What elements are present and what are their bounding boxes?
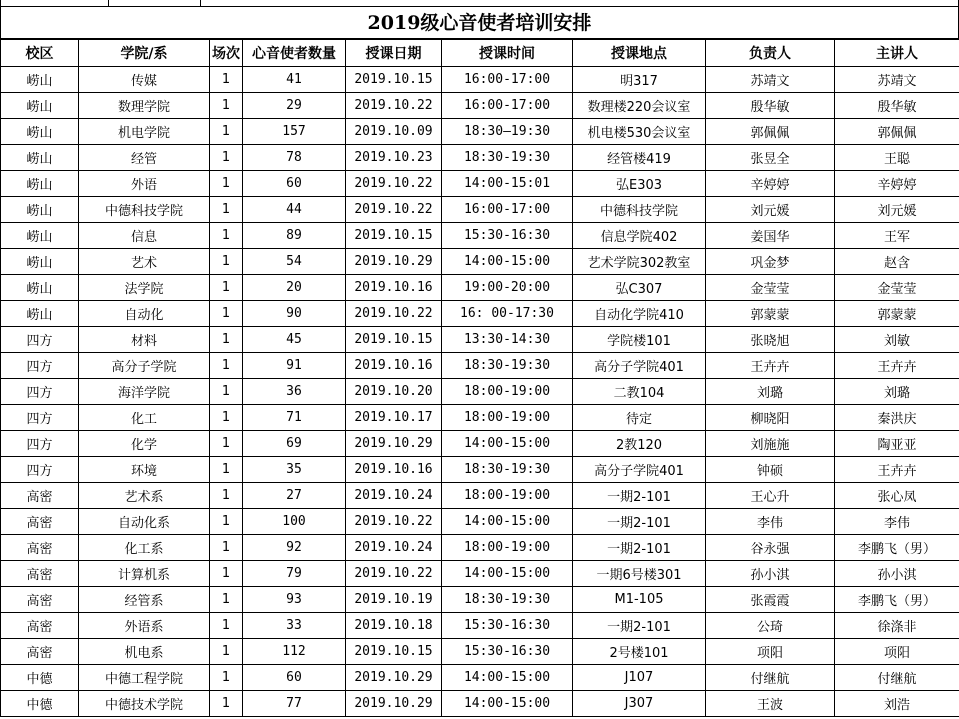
header-row xyxy=(1,40,959,67)
cell-sessions[interactable]: 1 xyxy=(210,327,243,353)
table-row xyxy=(1,535,959,561)
cell-sessions[interactable]: 1 xyxy=(210,405,243,431)
cell-lecturer[interactable]: 秦洪庆 xyxy=(835,405,959,431)
cell-location[interactable]: 弘E303 xyxy=(573,171,706,197)
cell-sessions[interactable]: 1 xyxy=(210,509,243,535)
cell-ambassador-count[interactable]: 60 xyxy=(243,665,346,691)
cell-lecturer[interactable]: 李鹏飞（男） xyxy=(835,587,959,613)
cell-college[interactable]: 材料 xyxy=(79,327,210,353)
cell-coordinator[interactable]: 殷华敏 xyxy=(706,93,835,119)
cell-location[interactable]: 数理楼220会议室 xyxy=(573,93,706,119)
cell-time[interactable]: 15:30-16:30 xyxy=(442,613,573,639)
cell-coordinator[interactable]: 钟硕 xyxy=(706,457,835,483)
cell-coordinator[interactable]: 姜国华 xyxy=(706,223,835,249)
cell-campus[interactable]: 崂山 xyxy=(1,171,79,197)
table-row xyxy=(1,197,959,223)
header-campus: 校区 xyxy=(1,40,79,67)
header-time: 授课时间 xyxy=(442,40,573,67)
cell-college[interactable]: 法学院 xyxy=(79,275,210,301)
table-row xyxy=(1,665,959,691)
cell-college[interactable]: 艺术系 xyxy=(79,483,210,509)
cell-coordinator[interactable]: 王波 xyxy=(706,691,835,717)
cell-ambassador-count[interactable]: 33 xyxy=(243,613,346,639)
cell-date[interactable]: 2019.10.19 xyxy=(346,587,442,613)
cell-date[interactable]: 2019.10.23 xyxy=(346,145,442,171)
cell-location[interactable]: 待定 xyxy=(573,405,706,431)
cell-lecturer[interactable]: 殷华敏 xyxy=(835,93,959,119)
cell-time[interactable]: 18:30-19:30 xyxy=(442,587,573,613)
cell-ambassador-count[interactable]: 20 xyxy=(243,275,346,301)
cell-college[interactable]: 中德技术学院 xyxy=(79,691,210,717)
cell-coordinator[interactable]: 付继航 xyxy=(706,665,835,691)
cell-date[interactable]: 2019.10.29 xyxy=(346,691,442,717)
cell-date[interactable]: 2019.10.24 xyxy=(346,535,442,561)
cell-ambassador-count[interactable]: 36 xyxy=(243,379,346,405)
cell-sessions[interactable]: 1 xyxy=(210,379,243,405)
cell-coordinator[interactable]: 辛婷婷 xyxy=(706,171,835,197)
cell-lecturer[interactable]: 李鹏飞（男） xyxy=(835,535,959,561)
cell-lecturer[interactable]: 苏靖文 xyxy=(835,67,959,93)
cell-coordinator[interactable]: 张昱全 xyxy=(706,145,835,171)
cell-coordinator[interactable]: 巩金梦 xyxy=(706,249,835,275)
cell-time[interactable]: 15:30-16:30 xyxy=(442,223,573,249)
cell-lecturer[interactable]: 刘元媛 xyxy=(835,197,959,223)
cell-campus[interactable]: 四方 xyxy=(1,431,79,457)
table-row xyxy=(1,327,959,353)
top-cell-strip xyxy=(0,0,959,7)
cell-coordinator[interactable]: 柳晓阳 xyxy=(706,405,835,431)
table-row xyxy=(1,457,959,483)
cell-college[interactable]: 化工系 xyxy=(79,535,210,561)
cell-coordinator[interactable]: 刘施施 xyxy=(706,431,835,457)
cell-date[interactable]: 2019.10.24 xyxy=(346,483,442,509)
cell-lecturer[interactable]: 郭蒙蒙 xyxy=(835,301,959,327)
cell-college[interactable]: 信息 xyxy=(79,223,210,249)
cell-campus[interactable]: 高密 xyxy=(1,587,79,613)
cell-lecturer[interactable]: 赵含 xyxy=(835,249,959,275)
cell-date[interactable]: 2019.10.22 xyxy=(346,93,442,119)
cell-date[interactable]: 2019.10.16 xyxy=(346,353,442,379)
cell-ambassador-count[interactable]: 157 xyxy=(243,119,346,145)
cell-location[interactable]: 信息学院402 xyxy=(573,223,706,249)
cell-college[interactable]: 化学 xyxy=(79,431,210,457)
cell-sessions[interactable]: 1 xyxy=(210,483,243,509)
cell-sessions[interactable]: 1 xyxy=(210,639,243,665)
cell-ambassador-count[interactable]: 78 xyxy=(243,145,346,171)
cell-college[interactable]: 化工 xyxy=(79,405,210,431)
table-row xyxy=(1,587,959,613)
cell-location[interactable]: 学院楼101 xyxy=(573,327,706,353)
cell-college[interactable]: 海洋学院 xyxy=(79,379,210,405)
cell-college[interactable]: 外语 xyxy=(79,171,210,197)
table-row xyxy=(1,223,959,249)
cell-sessions[interactable]: 1 xyxy=(210,93,243,119)
cell-time[interactable]: 18:00-19:00 xyxy=(442,379,573,405)
table-row xyxy=(1,119,959,145)
table-row xyxy=(1,561,959,587)
cell-time[interactable]: 18:30-19:30 xyxy=(442,145,573,171)
cell-college[interactable]: 自动化 xyxy=(79,301,210,327)
cell-coordinator[interactable]: 王卉卉 xyxy=(706,353,835,379)
cell-time[interactable]: 18:30-19:30 xyxy=(442,457,573,483)
table-row xyxy=(1,249,959,275)
cell-time[interactable]: 18:00-19:00 xyxy=(442,535,573,561)
cell-coordinator[interactable]: 李伟 xyxy=(706,509,835,535)
cell-location[interactable]: 高分子学院401 xyxy=(573,353,706,379)
cell-sessions[interactable]: 1 xyxy=(210,249,243,275)
cell-lecturer[interactable]: 徐涤非 xyxy=(835,613,959,639)
cell-time[interactable]: 14:00-15:00 xyxy=(442,561,573,587)
cell-lecturer[interactable]: 孙小淇 xyxy=(835,561,959,587)
cell-date[interactable]: 2019.10.16 xyxy=(346,275,442,301)
cell-campus[interactable]: 四方 xyxy=(1,457,79,483)
cell-ambassador-count[interactable]: 112 xyxy=(243,639,346,665)
cell-coordinator[interactable]: 王心升 xyxy=(706,483,835,509)
cell-location[interactable]: 明317 xyxy=(573,67,706,93)
cell-location[interactable]: 二教104 xyxy=(573,379,706,405)
cell-coordinator[interactable]: 刘元媛 xyxy=(706,197,835,223)
table-row xyxy=(1,613,959,639)
cell-campus[interactable]: 崂山 xyxy=(1,249,79,275)
cell-campus[interactable]: 四方 xyxy=(1,327,79,353)
cell-sessions[interactable]: 1 xyxy=(210,431,243,457)
cell-date[interactable]: 2019.10.22 xyxy=(346,171,442,197)
table-row xyxy=(1,353,959,379)
table-row xyxy=(1,93,959,119)
cell-campus[interactable]: 高密 xyxy=(1,613,79,639)
cell-time[interactable]: 18:30—19:30 xyxy=(442,119,573,145)
cell-time[interactable]: 19:00-20:00 xyxy=(442,275,573,301)
cell-date[interactable]: 2019.10.15 xyxy=(346,67,442,93)
cell-coordinator[interactable]: 孙小淇 xyxy=(706,561,835,587)
cell-sessions[interactable]: 1 xyxy=(210,613,243,639)
cell-sessions[interactable]: 1 xyxy=(210,535,243,561)
cell-college[interactable]: 计算机系 xyxy=(79,561,210,587)
table-body xyxy=(1,67,959,717)
header-location: 授课地点 xyxy=(573,40,706,67)
table-row xyxy=(1,691,959,717)
table-row xyxy=(1,171,959,197)
cell-date[interactable]: 2019.10.29 xyxy=(346,249,442,275)
cell-date[interactable]: 2019.10.09 xyxy=(346,119,442,145)
cell-campus[interactable]: 四方 xyxy=(1,405,79,431)
cell-lecturer[interactable]: 辛婷婷 xyxy=(835,171,959,197)
header-ambassador-count: 心音使者数量 xyxy=(243,40,346,67)
cell-location[interactable]: 一期2-101 xyxy=(573,535,706,561)
cell-location[interactable]: J107 xyxy=(573,665,706,691)
cell-date[interactable]: 2019.10.18 xyxy=(346,613,442,639)
cell-time[interactable]: 14:00-15:01 xyxy=(442,171,573,197)
cell-college[interactable]: 机电系 xyxy=(79,639,210,665)
cell-date[interactable]: 2019.10.22 xyxy=(346,509,442,535)
cell-sessions[interactable]: 1 xyxy=(210,223,243,249)
cell-time[interactable]: 15:30-16:30 xyxy=(442,639,573,665)
cell-location[interactable]: 经管楼419 xyxy=(573,145,706,171)
table-row xyxy=(1,67,959,93)
cell-college[interactable]: 艺术 xyxy=(79,249,210,275)
cell-college[interactable]: 中德科技学院 xyxy=(79,197,210,223)
cell-ambassador-count[interactable]: 100 xyxy=(243,509,346,535)
cell-ambassador-count[interactable]: 35 xyxy=(243,457,346,483)
table-row xyxy=(1,483,959,509)
cell-sessions[interactable]: 1 xyxy=(210,301,243,327)
cell-campus[interactable]: 四方 xyxy=(1,379,79,405)
cell-time[interactable]: 18:00-19:00 xyxy=(442,405,573,431)
cell-campus[interactable]: 高密 xyxy=(1,483,79,509)
cell-lecturer[interactable]: 刘敏 xyxy=(835,327,959,353)
cell-location[interactable]: 高分子学院401 xyxy=(573,457,706,483)
cell-time[interactable]: 18:00-19:00 xyxy=(442,483,573,509)
cell-sessions[interactable]: 1 xyxy=(210,119,243,145)
cell-lecturer[interactable]: 金莹莹 xyxy=(835,275,959,301)
cell-college[interactable]: 自动化系 xyxy=(79,509,210,535)
cell-campus[interactable]: 高密 xyxy=(1,509,79,535)
cell-lecturer[interactable]: 李伟 xyxy=(835,509,959,535)
cell-coordinator[interactable]: 郭蒙蒙 xyxy=(706,301,835,327)
header-coordinator: 负责人 xyxy=(706,40,835,67)
cell-lecturer[interactable]: 项阳 xyxy=(835,639,959,665)
cell-date[interactable]: 2019.10.15 xyxy=(346,639,442,665)
cell-campus[interactable]: 高密 xyxy=(1,535,79,561)
cell-lecturer[interactable]: 王卉卉 xyxy=(835,457,959,483)
cell-location[interactable]: 机电楼530会议室 xyxy=(573,119,706,145)
cell-time[interactable]: 16:00-17:00 xyxy=(442,67,573,93)
cell-campus[interactable]: 崂山 xyxy=(1,301,79,327)
cell-coordinator[interactable]: 项阳 xyxy=(706,639,835,665)
cell-campus[interactable]: 四方 xyxy=(1,353,79,379)
cell-date[interactable]: 2019.10.22 xyxy=(346,197,442,223)
cell-time[interactable]: 16:00-17:00 xyxy=(442,197,573,223)
cell-college[interactable]: 高分子学院 xyxy=(79,353,210,379)
cell-campus[interactable]: 中德 xyxy=(1,691,79,717)
cell-campus[interactable]: 崂山 xyxy=(1,223,79,249)
cell-ambassador-count[interactable]: 92 xyxy=(243,535,346,561)
cell-ambassador-count[interactable]: 89 xyxy=(243,223,346,249)
cell-lecturer[interactable]: 付继航 xyxy=(835,665,959,691)
cell-location[interactable]: 一期2-101 xyxy=(573,509,706,535)
cell-lecturer[interactable]: 王聪 xyxy=(835,145,959,171)
table-row xyxy=(1,405,959,431)
cell-campus[interactable]: 高密 xyxy=(1,639,79,665)
cell-ambassador-count[interactable]: 29 xyxy=(243,93,346,119)
cell-sessions[interactable]: 1 xyxy=(210,145,243,171)
cell-date[interactable]: 2019.10.22 xyxy=(346,301,442,327)
cell-college[interactable]: 环境 xyxy=(79,457,210,483)
cell-sessions[interactable]: 1 xyxy=(210,587,243,613)
cell-time[interactable]: 16:00-17:00 xyxy=(442,93,573,119)
cell-location[interactable]: 弘C307 xyxy=(573,275,706,301)
cell-date[interactable]: 2019.10.29 xyxy=(346,665,442,691)
cell-ambassador-count[interactable]: 77 xyxy=(243,691,346,717)
cell-location[interactable]: 艺术学院302教室 xyxy=(573,249,706,275)
cell-campus[interactable]: 崂山 xyxy=(1,197,79,223)
cell-date[interactable]: 2019.10.15 xyxy=(346,327,442,353)
cell-lecturer[interactable]: 王卉卉 xyxy=(835,353,959,379)
cell-time[interactable]: 13:30-14:30 xyxy=(442,327,573,353)
cell-time[interactable]: 14:00-15:00 xyxy=(442,691,573,717)
cell-ambassador-count[interactable]: 93 xyxy=(243,587,346,613)
cell-lecturer[interactable]: 郭佩佩 xyxy=(835,119,959,145)
cell-ambassador-count[interactable]: 54 xyxy=(243,249,346,275)
cell-ambassador-count[interactable]: 60 xyxy=(243,171,346,197)
cell-college[interactable]: 传媒 xyxy=(79,67,210,93)
cell-sessions[interactable]: 1 xyxy=(210,275,243,301)
cell-college[interactable]: 数理学院 xyxy=(79,93,210,119)
cell-sessions[interactable]: 1 xyxy=(210,691,243,717)
cell-college[interactable]: 经管 xyxy=(79,145,210,171)
cell-campus[interactable]: 崂山 xyxy=(1,275,79,301)
cell-time[interactable]: 14:00-15:00 xyxy=(442,249,573,275)
cell-ambassador-count[interactable]: 45 xyxy=(243,327,346,353)
cell-time[interactable]: 14:00-15:00 xyxy=(442,509,573,535)
cell-time[interactable]: 18:30-19:30 xyxy=(442,353,573,379)
cell-campus[interactable]: 高密 xyxy=(1,561,79,587)
cell-date[interactable]: 2019.10.22 xyxy=(346,561,442,587)
cell-date[interactable]: 2019.10.20 xyxy=(346,379,442,405)
header-lecturer: 主讲人 xyxy=(835,40,959,67)
cell-sessions[interactable]: 1 xyxy=(210,353,243,379)
cell-coordinator[interactable]: 刘璐 xyxy=(706,379,835,405)
cell-college[interactable]: 机电学院 xyxy=(79,119,210,145)
cell-location[interactable]: 2号楼101 xyxy=(573,639,706,665)
cell-coordinator[interactable]: 张霞霞 xyxy=(706,587,835,613)
cell-ambassador-count[interactable]: 91 xyxy=(243,353,346,379)
cell-coordinator[interactable]: 苏靖文 xyxy=(706,67,835,93)
cell-coordinator[interactable]: 张晓旭 xyxy=(706,327,835,353)
cell-time[interactable]: 16: 00-17:30 xyxy=(442,301,573,327)
table-row xyxy=(1,509,959,535)
cell-lecturer[interactable]: 刘璐 xyxy=(835,379,959,405)
cell-ambassador-count[interactable]: 69 xyxy=(243,431,346,457)
table-row xyxy=(1,379,959,405)
cell-location[interactable]: 一期2-101 xyxy=(573,613,706,639)
table-row xyxy=(1,275,959,301)
cell-sessions[interactable]: 1 xyxy=(210,171,243,197)
cell-lecturer[interactable]: 王军 xyxy=(835,223,959,249)
cell-date[interactable]: 2019.10.16 xyxy=(346,457,442,483)
cell-location[interactable]: J307 xyxy=(573,691,706,717)
cell-location[interactable]: M1-105 xyxy=(573,587,706,613)
cell-ambassador-count[interactable]: 90 xyxy=(243,301,346,327)
cell-campus[interactable]: 崂山 xyxy=(1,93,79,119)
cell-college[interactable]: 中德工程学院 xyxy=(79,665,210,691)
table-row xyxy=(1,301,959,327)
cell-sessions[interactable]: 1 xyxy=(210,665,243,691)
cell-date[interactable]: 2019.10.17 xyxy=(346,405,442,431)
cell-location[interactable]: 一期6号楼301 xyxy=(573,561,706,587)
cell-location[interactable]: 2教120 xyxy=(573,431,706,457)
cell-ambassador-count[interactable]: 27 xyxy=(243,483,346,509)
header-date: 授课日期 xyxy=(346,40,442,67)
schedule-table xyxy=(0,39,959,717)
cell-time[interactable]: 14:00-15:00 xyxy=(442,431,573,457)
cell-sessions[interactable]: 1 xyxy=(210,457,243,483)
sheet-title: 2019级心音使者培训安排 xyxy=(0,7,959,39)
cell-lecturer[interactable]: 刘浩 xyxy=(835,691,959,717)
cell-ambassador-count[interactable]: 79 xyxy=(243,561,346,587)
cell-coordinator[interactable]: 金莹莹 xyxy=(706,275,835,301)
cell-location[interactable]: 自动化学院410 xyxy=(573,301,706,327)
cell-ambassador-count[interactable]: 41 xyxy=(243,67,346,93)
table-row xyxy=(1,639,959,665)
header-college: 学院/系 xyxy=(79,40,210,67)
cell-sessions[interactable]: 1 xyxy=(210,197,243,223)
cell-sessions[interactable]: 1 xyxy=(210,67,243,93)
cell-ambassador-count[interactable]: 71 xyxy=(243,405,346,431)
cell-coordinator[interactable]: 谷永强 xyxy=(706,535,835,561)
cell-coordinator[interactable]: 公琦 xyxy=(706,613,835,639)
cell-sessions[interactable]: 1 xyxy=(210,561,243,587)
cell-lecturer[interactable]: 张心凤 xyxy=(835,483,959,509)
cell-college[interactable]: 经管系 xyxy=(79,587,210,613)
cell-date[interactable]: 2019.10.29 xyxy=(346,431,442,457)
cell-campus[interactable]: 崂山 xyxy=(1,119,79,145)
cell-campus[interactable]: 中德 xyxy=(1,665,79,691)
cell-coordinator[interactable]: 郭佩佩 xyxy=(706,119,835,145)
cell-ambassador-count[interactable]: 44 xyxy=(243,197,346,223)
cell-campus[interactable]: 崂山 xyxy=(1,67,79,93)
cell-location[interactable]: 一期2-101 xyxy=(573,483,706,509)
table-row xyxy=(1,145,959,171)
cell-campus[interactable]: 崂山 xyxy=(1,145,79,171)
cell-college[interactable]: 外语系 xyxy=(79,613,210,639)
cell-date[interactable]: 2019.10.15 xyxy=(346,223,442,249)
cell-location[interactable]: 中德科技学院 xyxy=(573,197,706,223)
header-sessions: 场次 xyxy=(210,40,243,67)
cell-lecturer[interactable]: 陶亚亚 xyxy=(835,431,959,457)
table-row xyxy=(1,431,959,457)
cell-time[interactable]: 14:00-15:00 xyxy=(442,665,573,691)
